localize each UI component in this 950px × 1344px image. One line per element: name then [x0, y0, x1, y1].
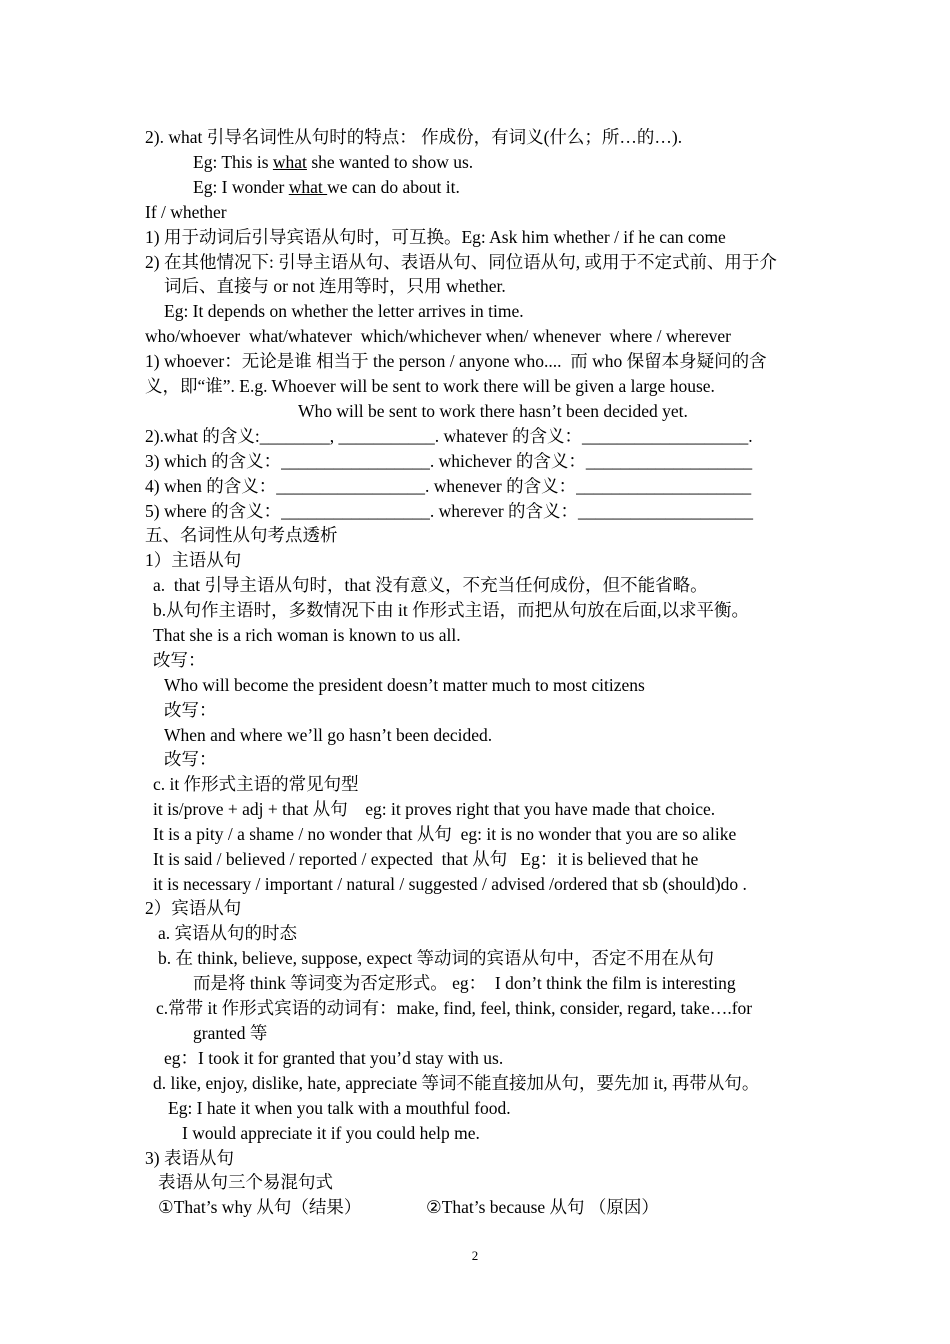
text-line: 而是将 think 等词变为否定形式。 eg： I don’t think the film is interesting	[193, 973, 736, 993]
text-line: 表语从句三个易混句式	[158, 1172, 333, 1192]
text-line	[193, 151, 473, 173]
text-line: When and where we’ll go hasn’t been decided.	[164, 725, 493, 745]
text-line: 改写：	[153, 650, 206, 670]
text-line: d. like, enjoy, dislike, hate, appreciate 等词不能直接加从句，要先加 it, 再带从句。	[153, 1073, 760, 1093]
text-line: I would appreciate it if you could help me.	[182, 1123, 480, 1143]
text-span: Eg: I wonder	[193, 177, 289, 197]
text-span: Eg: This is	[193, 152, 273, 172]
text-line: 2). what 引导名词性从句时的特点： 作成份，有词义(什么；所…的…).	[145, 127, 683, 147]
text-line: it is necessary / important / natural / suggested / advised /ordered that sb (should)do .	[153, 874, 747, 894]
text-line: 词后、直接与 or not 连用等时，只用 whether.	[164, 276, 506, 296]
fill-in-line: 4) when 的含义：_________________. whenever 的含义：____________________	[145, 476, 752, 496]
text-line: 2) 在其他情况下: 引导主语从句、表语从句、同位语从句, 或用于不定式前、用于介	[145, 252, 777, 272]
text-line: b.从句作主语时，多数情况下由 it 作形式主语，而把从句放在后面,以求平衡。	[153, 600, 749, 620]
text-line: a. 宾语从句的时态	[158, 923, 298, 943]
text-line: Who will be sent to work there hasn’t been decided yet.	[298, 401, 688, 421]
text-line	[193, 176, 460, 198]
subsection-heading: 3) 表语从句	[145, 1148, 234, 1168]
text-line: Who will become the president doesn’t matter much to most citizens	[164, 675, 645, 695]
fill-in-line: 3) which 的含义：_________________. whichever 的含义：___________________	[145, 451, 753, 471]
text-line: 1) whoever：无论是谁 相当于 the person / anyone who.... 而 who 保留本身疑问的含	[145, 351, 767, 371]
section-heading: who/whoever what/whatever which/whichever when/ whenever where / wherever	[145, 326, 732, 346]
text-line: c.常带 it 作形式宾语的动词有：make, find, feel, think, consider, regard, take….for	[156, 998, 753, 1018]
text-line: 改写：	[164, 749, 217, 769]
underlined-word: what	[288, 177, 328, 197]
text-line: 改写：	[164, 700, 217, 720]
text-span: we can do about it.	[327, 177, 460, 197]
subsection-heading: 2）宾语从句	[145, 898, 242, 918]
text-line: b. 在 think, believe, suppose, expect 等动词的宾语从句中，否定不用在从句	[158, 948, 715, 968]
text-line: Eg: I hate it when you talk with a mouthful food.	[168, 1098, 511, 1118]
text-line: 义，即“谁”. E.g. Whoever will be sent to work there will be given a large house.	[145, 376, 715, 396]
text-line: ①That’s why 从句（结果）	[158, 1197, 362, 1217]
text-line: it is/prove + adj + that 从句 eg: it proves right that you have made that choice.	[153, 799, 716, 819]
text-line: Eg: It depends on whether the letter arrives in time.	[164, 301, 524, 321]
fill-in-line: 5) where 的含义：_________________. wherever 的含义：____________________	[145, 501, 754, 521]
text-line: It is said / believed / reported / expected that 从句 Eg：it is believed that he	[153, 849, 699, 869]
section-heading: If / whether	[145, 202, 227, 222]
section-heading: 五、名词性从句考点透析	[145, 525, 338, 545]
text-line: It is a pity / a shame / no wonder that 从句 eg: it is no wonder that you are so alike	[153, 824, 737, 844]
subsection-heading: 1）主语从句	[145, 550, 242, 570]
text-line: ②That’s because 从句 （原因）	[426, 1197, 659, 1217]
text-line: 1) 用于动词后引导宾语从句时，可互换。Eg: Ask him whether / if he can come	[145, 227, 726, 247]
text-line: That she is a rich woman is known to us all.	[153, 625, 461, 645]
text-line: c. it 作形式主语的常见句型	[153, 774, 359, 794]
fill-in-line: 2).what 的含义:________, ___________. whatever 的含义：___________________.	[145, 426, 753, 446]
underlined-word: what	[272, 152, 307, 172]
text-line: a. that 引导主语从句时，that 没有意义，不充当任何成份，但不能省略。	[153, 575, 708, 595]
text-line: eg：I took it for granted that you’d stay with us.	[164, 1048, 504, 1068]
text-span: she wanted to show us.	[306, 152, 474, 172]
page-number: 2	[471, 1248, 479, 1263]
text-line: granted 等	[193, 1023, 268, 1043]
